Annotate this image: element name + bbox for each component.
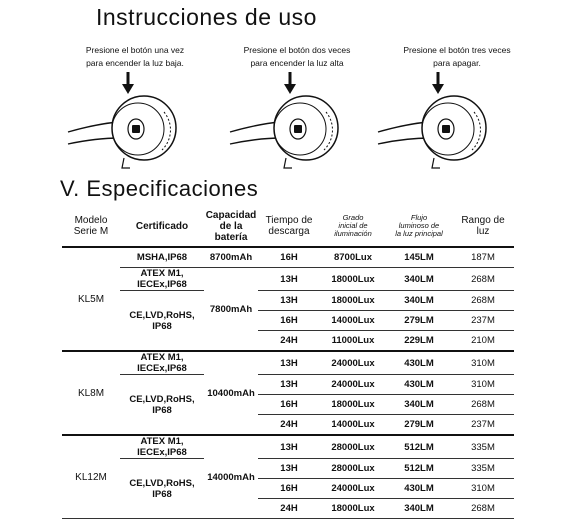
step-3-line-2: para apagar.: [433, 58, 481, 68]
time-cell: 13H: [258, 291, 320, 311]
time-cell: 16H: [258, 479, 320, 499]
specifications-title: V. Especificaciones: [60, 176, 259, 201]
step-2-line-2: para encender la luz alta: [250, 58, 344, 68]
header-certificate: Certificado: [120, 206, 204, 247]
range-cell: 310M: [452, 375, 514, 395]
flux-cell: 430LM: [386, 375, 452, 395]
flux-cell: 512LM: [386, 435, 452, 459]
flux-cell: 340LM: [386, 291, 452, 311]
certificate-cell: CE,LVD,RoHS, IP68: [120, 291, 204, 352]
certificate-cell: ATEX M1, IECEx,IP68: [120, 351, 204, 375]
model-cell-kl8m: KL8M: [62, 351, 120, 435]
table-row: [62, 375, 514, 395]
step-1-line-1: Presione el botón una vez: [85, 45, 185, 55]
capacity-cell: 8700mAh: [204, 247, 258, 268]
flux-cell: 229LM: [386, 331, 452, 352]
certificate-cell: CE,LVD,RoHS, IP68: [120, 459, 204, 519]
certificate-cell: ATEX M1, IECEx,IP68: [120, 268, 204, 291]
flux-cell: 340LM: [386, 395, 452, 415]
illuminance-cell: 24000Lux: [320, 479, 386, 499]
header-initial-illuminance: Grado inicial de iluminación: [320, 206, 386, 247]
range-cell: 268M: [452, 395, 514, 415]
range-cell: 310M: [452, 479, 514, 499]
flux-cell: 279LM: [386, 311, 452, 331]
illuminance-cell: 14000Lux: [320, 415, 386, 436]
table-row: [62, 351, 514, 375]
range-cell: 210M: [452, 331, 514, 352]
step-2-caption: [222, 44, 372, 70]
time-cell: 13H: [258, 435, 320, 459]
headlamp-press-once-illustration: [66, 72, 196, 172]
step-1-caption: [60, 44, 210, 70]
flux-cell: 512LM: [386, 459, 452, 479]
illuminance-cell: 28000Lux: [320, 435, 386, 459]
step-3-line-1: Presione el botón tres veces: [403, 45, 511, 55]
headlamp-press-twice-illustration: [228, 72, 358, 172]
flux-cell: 430LM: [386, 479, 452, 499]
illuminance-cell: 18000Lux: [320, 291, 386, 311]
time-cell: 16H: [258, 395, 320, 415]
time-cell: 24H: [258, 331, 320, 352]
time-cell: 24H: [258, 499, 320, 519]
capacity-cell: 10400mAh: [204, 351, 258, 435]
illuminance-cell: 28000Lux: [320, 459, 386, 479]
illuminance-cell: 18000Lux: [320, 268, 386, 291]
range-cell: 237M: [452, 311, 514, 331]
header-discharge-time: Tiempo de descarga: [258, 206, 320, 247]
range-cell: 310M: [452, 351, 514, 375]
illuminance-cell: 18000Lux: [320, 499, 386, 519]
flux-cell: 340LM: [386, 499, 452, 519]
illuminance-cell: 18000Lux: [320, 395, 386, 415]
header-light-range: Rango de luz: [452, 206, 514, 247]
time-cell: 16H: [258, 311, 320, 331]
range-cell: 187M: [452, 247, 514, 268]
header-battery-capacity: Capacidad de la batería: [204, 206, 258, 247]
certificate-cell: ATEX M1, IECEx,IP68: [120, 435, 204, 459]
instructions-title: Instrucciones de uso: [96, 4, 317, 30]
flux-cell: 279LM: [386, 415, 452, 436]
flux-cell: 145LM: [386, 247, 452, 268]
illuminance-cell: 24000Lux: [320, 375, 386, 395]
time-cell: 13H: [258, 351, 320, 375]
range-cell: 237M: [452, 415, 514, 436]
specifications-table: [62, 206, 514, 519]
table-row: [62, 247, 514, 268]
table-header-row: [62, 206, 514, 247]
flux-cell: 340LM: [386, 268, 452, 291]
illuminance-cell: 11000Lux: [320, 331, 386, 352]
range-cell: 268M: [452, 291, 514, 311]
table-row: [62, 459, 514, 479]
certificate-cell: CE,LVD,RoHS, IP68: [120, 375, 204, 436]
model-cell-kl5m: KL5M: [62, 247, 120, 351]
table-row: [62, 291, 514, 311]
table-row: [62, 268, 514, 291]
range-cell: 268M: [452, 268, 514, 291]
step-2-line-1: Presione el botón dos veces: [243, 45, 351, 55]
step-1-line-2: para encender la luz baja.: [86, 58, 184, 68]
time-cell: 13H: [258, 268, 320, 291]
range-cell: 268M: [452, 499, 514, 519]
model-cell-kl12m: KL12M: [62, 435, 120, 519]
time-cell: 13H: [258, 459, 320, 479]
step-3-caption: [382, 44, 532, 70]
range-cell: 335M: [452, 435, 514, 459]
flux-cell: 430LM: [386, 351, 452, 375]
certificate-cell: MSHA,IP68: [120, 247, 204, 268]
time-cell: 16H: [258, 247, 320, 268]
range-cell: 335M: [452, 459, 514, 479]
illuminance-cell: 8700Lux: [320, 247, 386, 268]
headlamp-press-three-times-illustration: [376, 72, 506, 172]
header-model: Modelo Serie M: [62, 206, 120, 247]
capacity-cell: 14000mAh: [204, 435, 258, 519]
time-cell: 24H: [258, 415, 320, 436]
header-luminous-flux: Flujo luminoso de la luz principal: [386, 206, 452, 247]
time-cell: 13H: [258, 375, 320, 395]
capacity-cell: 7800mAh: [204, 268, 258, 352]
illuminance-cell: 24000Lux: [320, 351, 386, 375]
table-row: [62, 435, 514, 459]
illuminance-cell: 14000Lux: [320, 311, 386, 331]
